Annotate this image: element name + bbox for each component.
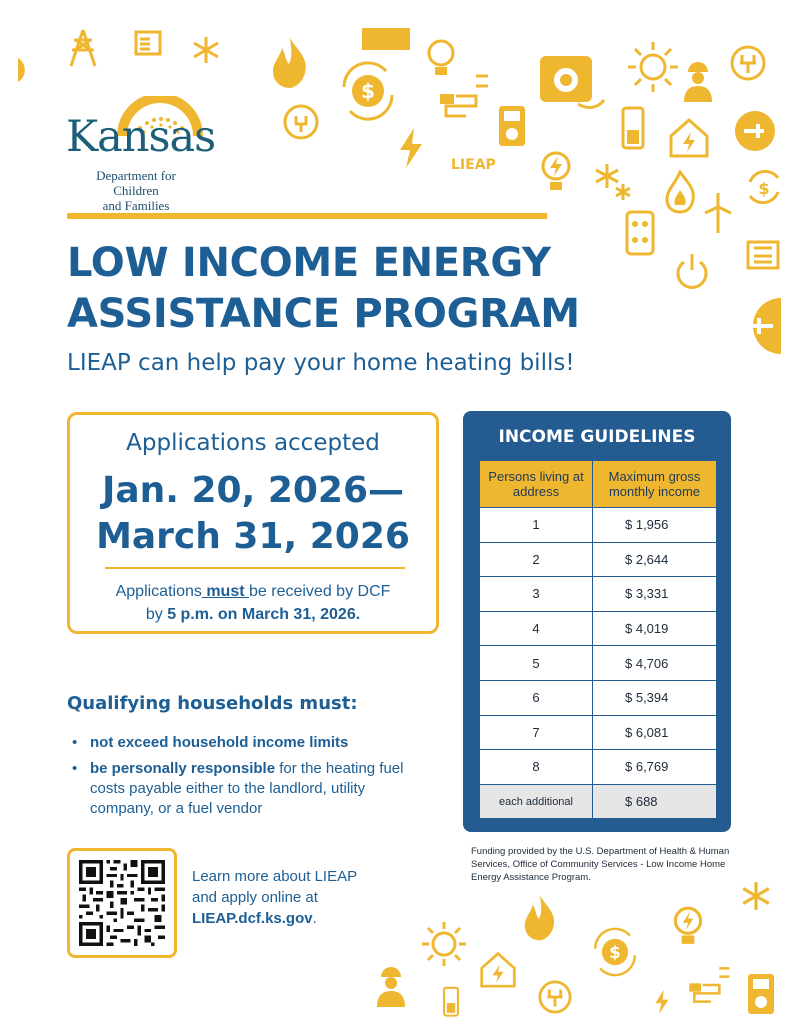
qr-code-icon[interactable]: [79, 860, 165, 946]
outlet-icon: [730, 45, 766, 81]
application-divider: [105, 567, 405, 569]
money-cycle-bottom-icon: [587, 924, 643, 980]
outlet-bottom-icon: [538, 980, 572, 1014]
income-cell: $ 688: [593, 784, 717, 819]
power-button-icon: [672, 252, 712, 292]
org-subtitle-line2: and Families: [102, 198, 170, 213]
application-end-date: March 31, 2026: [96, 516, 410, 557]
org-subtitle: [76, 168, 196, 213]
income-guidelines-title: INCOME GUIDELINES: [498, 427, 696, 447]
lieap-url-link[interactable]: LIEAP.dcf.ks.gov: [192, 910, 313, 927]
qualifying-item1: not exceed household income limits: [90, 734, 349, 751]
persons-cell: each additional: [480, 784, 593, 819]
persons-cell: 5: [480, 646, 593, 681]
qualifying-list: [70, 733, 420, 825]
list-item: [70, 733, 420, 753]
bill-icon: [134, 30, 162, 56]
solar-panel-icon: [746, 238, 780, 272]
income-cell: $ 6,769: [593, 750, 717, 785]
page-title-line1: LOW INCOME ENERGY: [67, 240, 551, 286]
lieap-badge-text: LIEAP: [451, 157, 496, 173]
note-part2: be received by DCF: [249, 583, 391, 600]
table-row: [480, 611, 717, 646]
table-row: [480, 542, 717, 577]
funding-note: Funding provided by the U.S. Department of Health & Human Services, Office of Community Services - Low Income Home Energy Assistance Program.: [471, 846, 730, 883]
flame-icon: [271, 38, 309, 88]
power-strip-icon: [625, 210, 655, 256]
calendar-money-icon: [538, 52, 606, 116]
lightning-bottom-icon: [651, 990, 673, 1014]
plug-half-circle-icon: [737, 296, 781, 356]
application-start-date: Jan. 20, 2026—: [101, 470, 405, 511]
plug-cable-icon: [436, 66, 496, 126]
power-tower-icon: [66, 28, 100, 68]
worker-icon: [682, 60, 714, 102]
note-part1: Applications: [115, 583, 202, 600]
persons-cell: 4: [480, 611, 593, 646]
note-line2-prefix: by: [145, 606, 168, 623]
wind-turbine-icon: [703, 193, 733, 233]
header-persons: Persons living at address: [480, 461, 593, 508]
snowflake-bottom-icon: [740, 880, 772, 912]
refresh-money-icon: [744, 164, 784, 210]
persons-cell: 2: [480, 542, 593, 577]
outlet-circle-icon: [283, 104, 319, 140]
income-cell: $ 2,644: [593, 542, 717, 577]
header-divider: [67, 213, 547, 219]
application-date-range: [67, 468, 439, 560]
svg-text:$: $: [361, 79, 375, 103]
table-row: [480, 750, 717, 785]
income-cell: $ 5,394: [593, 680, 717, 715]
applications-accepted-label: Applications accepted: [126, 430, 380, 456]
table-row: [480, 508, 717, 543]
page-subtitle: LIEAP can help pay your home heating bills!: [67, 350, 575, 376]
meter-icon: [497, 104, 527, 148]
battery-bottom-icon: [440, 985, 462, 1017]
sun-icon: [626, 40, 680, 94]
persons-cell: 3: [480, 577, 593, 612]
svg-text:$: $: [758, 179, 770, 198]
persons-cell: 1: [480, 508, 593, 543]
table-row: [480, 715, 717, 750]
persons-cell: 6: [480, 680, 593, 715]
svg-text:$: $: [609, 942, 621, 962]
income-cell: $ 1,956: [593, 508, 717, 543]
plug-cable-bottom-icon: [686, 960, 736, 1010]
lightning-icon: [398, 128, 424, 168]
table-row: [480, 577, 717, 612]
list-item: [70, 759, 420, 819]
table-row-each-additional: [480, 784, 717, 819]
battery-icon: [362, 28, 410, 50]
note-emphasis: must: [201, 583, 249, 600]
snowflakes-icon: [593, 162, 633, 202]
income-guidelines-table: [479, 460, 717, 819]
page-title: [67, 238, 580, 340]
header-income: Maximum gross monthly income: [593, 461, 717, 508]
learn-line2: and apply online at: [192, 889, 318, 906]
snowflake-icon: [191, 35, 221, 65]
house-lightning-bottom-icon: [478, 950, 518, 988]
flame-bottom-icon: [523, 895, 557, 941]
org-subtitle-line1: Department for Children: [96, 168, 176, 198]
meter-bottom-icon: [746, 972, 776, 1016]
income-cell: $ 4,706: [593, 646, 717, 681]
table-header-row: [480, 461, 717, 508]
table-row: [480, 646, 717, 681]
income-cell: $ 3,331: [593, 577, 717, 612]
sun-bottom-icon: [420, 920, 468, 968]
org-name: Kansas: [66, 112, 216, 162]
lightbulb-icon: [538, 148, 574, 194]
persons-cell: 7: [480, 715, 593, 750]
house-lightning-icon: [667, 116, 711, 158]
learn-line1: Learn more about LIEAP: [192, 868, 358, 885]
qualifying-item2-rest: for the heating fuel costs payable either to the landlord, utility company, or a fuel vendor: [90, 760, 404, 817]
qualifying-item2-bold: be personally responsible: [90, 760, 276, 777]
money-cycle-icon: [334, 57, 402, 125]
table-row: [480, 680, 717, 715]
income-cell: $ 4,019: [593, 611, 717, 646]
application-deadline-note: [67, 580, 439, 626]
plug-circle-icon: [18, 55, 44, 85]
learn-more-text: [192, 866, 392, 929]
page-title-line2: ASSISTANCE PROGRAM: [67, 291, 580, 337]
qualifying-heading: Qualifying households must:: [67, 693, 358, 714]
income-cell: $ 6,081: [593, 715, 717, 750]
gas-flame-icon: [663, 170, 697, 214]
lightbulb-bottom-icon: [672, 905, 704, 947]
url-suffix: .: [312, 910, 317, 927]
plug-badge-icon: [734, 110, 776, 152]
battery-vertical-icon: [621, 104, 645, 150]
persons-cell: 8: [480, 750, 593, 785]
worker-bottom-icon: [375, 965, 407, 1007]
note-deadline: 5 p.m. on March 31, 2026.: [167, 606, 361, 623]
